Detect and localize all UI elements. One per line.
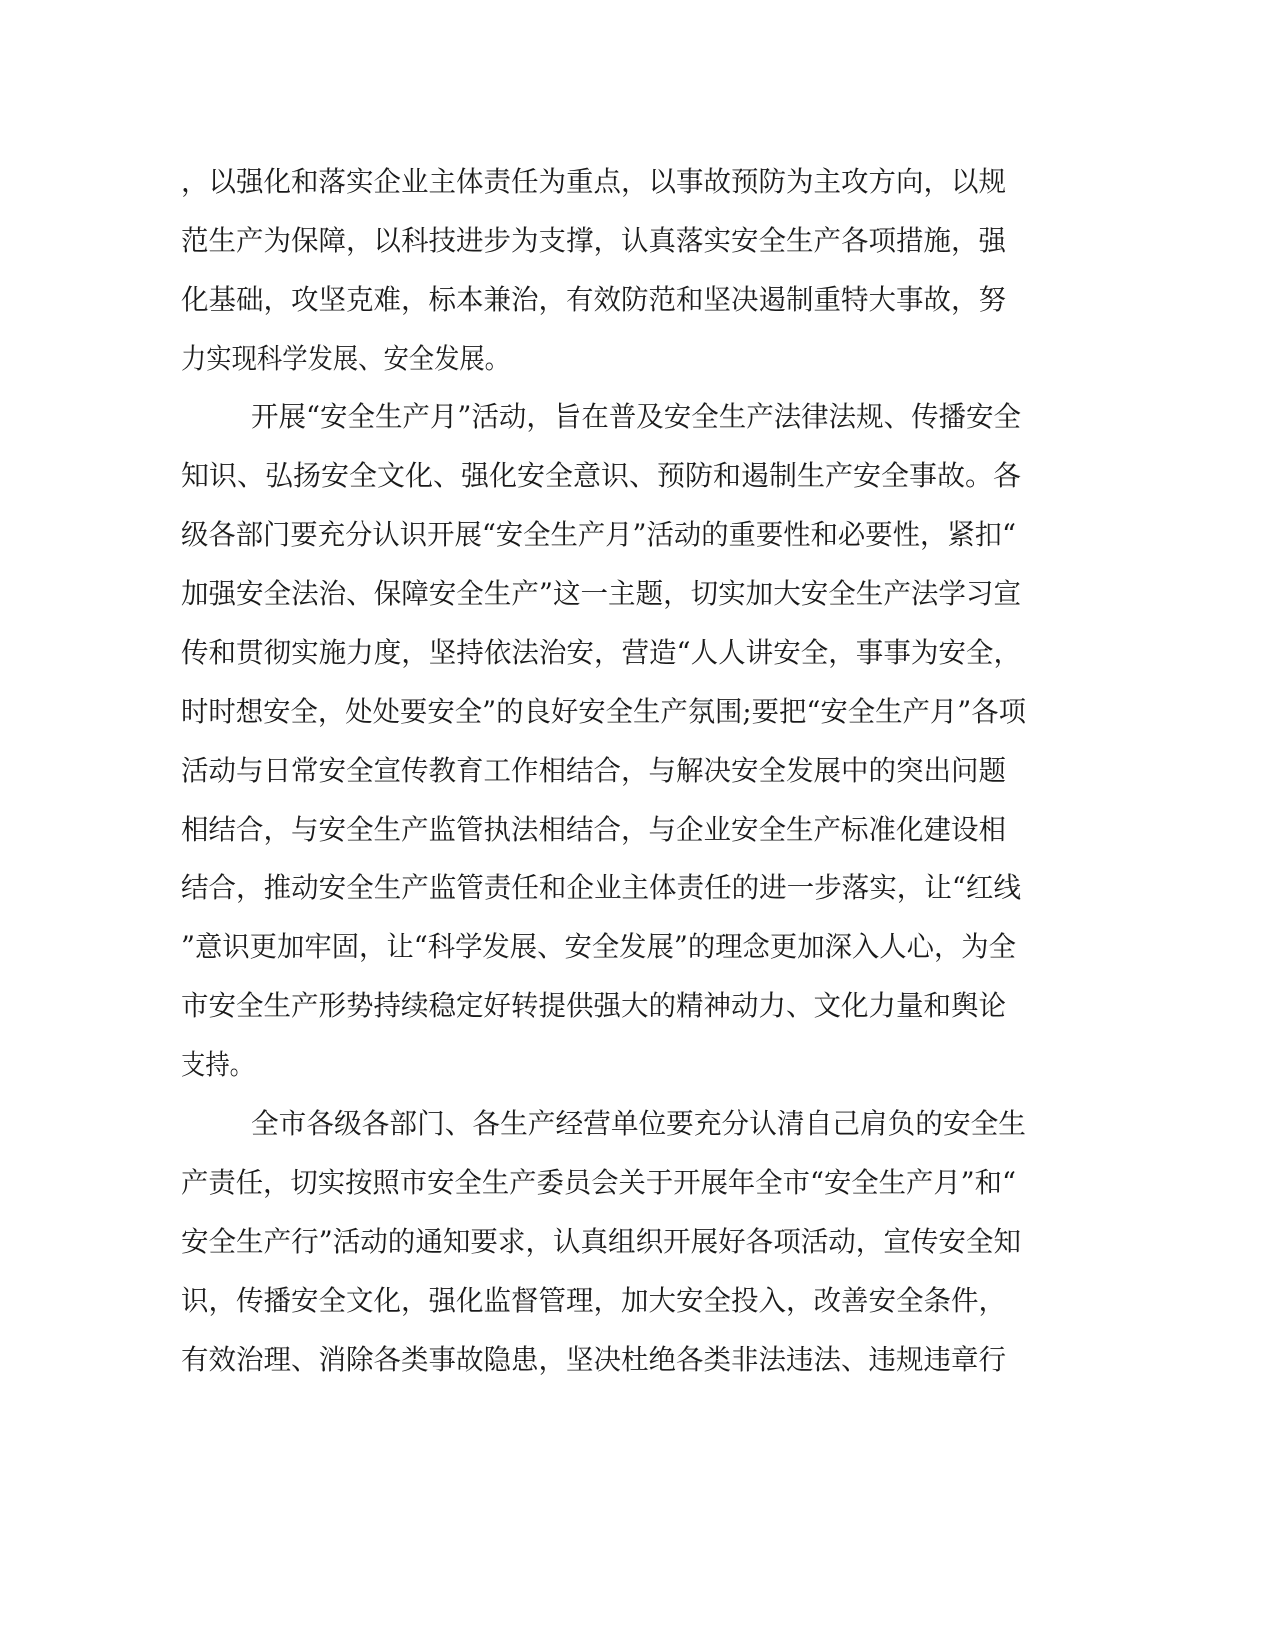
text-line-content: 安全生产行”活动的通知要求，认真组织开展好各项活动，宣传安全知 — [181, 1225, 1021, 1258]
text-line — [0, 692, 1275, 732]
text-line — [0, 221, 1275, 261]
text-line — [0, 810, 1275, 850]
text-line — [0, 1163, 1275, 1203]
text-line — [0, 633, 1275, 673]
text-line-content: 知识、弘扬安全文化、强化安全意识、预防和遏制生产安全事故。各 — [181, 459, 1021, 492]
text-line-content: ，以强化和落实企业主体责任为重点，以事故预防为主攻方向，以规 — [181, 165, 1006, 198]
text-line-content: 活动与日常安全宣传教育工作相结合，与解决安全发展中的突出问题 — [181, 754, 1006, 787]
text-line — [0, 1222, 1275, 1262]
text-line-content: 范生产为保障，以科技进步为支撑，认真落实安全生产各项措施，强 — [181, 224, 1006, 257]
text-line — [0, 397, 1275, 437]
text-line-content: 市安全生产形势持续稳定好转提供强大的精神动力、文化力量和舆论 — [181, 989, 1006, 1022]
text-line-content: 结合，推动安全生产监管责任和企业主体责任的进一步落实，让“红线 — [181, 871, 1021, 904]
text-line-content: 开展“安全生产月”活动，旨在普及安全生产法律法规、传播安全 — [251, 400, 1021, 433]
text-line — [0, 1104, 1275, 1144]
text-line — [0, 927, 1275, 967]
text-line-content: 力实现科学发展、安全发展。 — [181, 342, 510, 375]
text-line — [0, 986, 1275, 1026]
text-line — [0, 339, 1275, 379]
text-line-content: 相结合，与安全生产监管执法相结合，与企业安全生产标准化建设相 — [181, 813, 1006, 846]
text-line — [0, 574, 1275, 614]
text-line — [0, 1281, 1275, 1321]
text-line-content: 级各部门要充分认识开展“安全生产月”活动的重要性和必要性，紧扣“ — [181, 518, 1016, 551]
text-line-content: ”意识更加牢固，让“科学发展、安全发展”的理念更加深入人心，为全 — [181, 930, 1016, 963]
text-line — [0, 515, 1275, 555]
text-line-content: 加强安全法治、保障安全生产”这一主题，切实加大安全生产法学习宣 — [181, 577, 1021, 610]
text-line — [0, 162, 1275, 202]
text-line-content: 有效治理、消除各类事故隐患，坚决杜绝各类非法违法、违规违章行 — [181, 1343, 1006, 1376]
text-line — [0, 751, 1275, 791]
text-line-content: 产责任，切实按照市安全生产委员会关于开展年全市“安全生产月”和“ — [181, 1166, 1016, 1199]
text-line — [0, 280, 1275, 320]
text-line-content: 时时想安全，处处要安全”的良好安全生产氛围;要把“安全生产月”各项 — [181, 695, 1026, 728]
text-line — [0, 868, 1275, 908]
text-line-content: 支持。 — [181, 1048, 254, 1081]
text-line — [0, 1045, 1275, 1085]
text-line-content: 识，传播安全文化，强化监督管理，加大安全投入，改善安全条件， — [181, 1284, 1006, 1317]
text-line-content: 化基础，攻坚克难，标本兼治，有效防范和坚决遏制重特大事故，努 — [181, 283, 1006, 316]
text-line-content: 全市各级各部门、各生产经营单位要充分认清自己肩负的安全生 — [251, 1107, 1026, 1140]
text-line — [0, 1340, 1275, 1380]
text-line-content: 传和贯彻实施力度，坚持依法治安，营造“人人讲安全，事事为安全， — [181, 636, 1021, 669]
text-line — [0, 456, 1275, 496]
